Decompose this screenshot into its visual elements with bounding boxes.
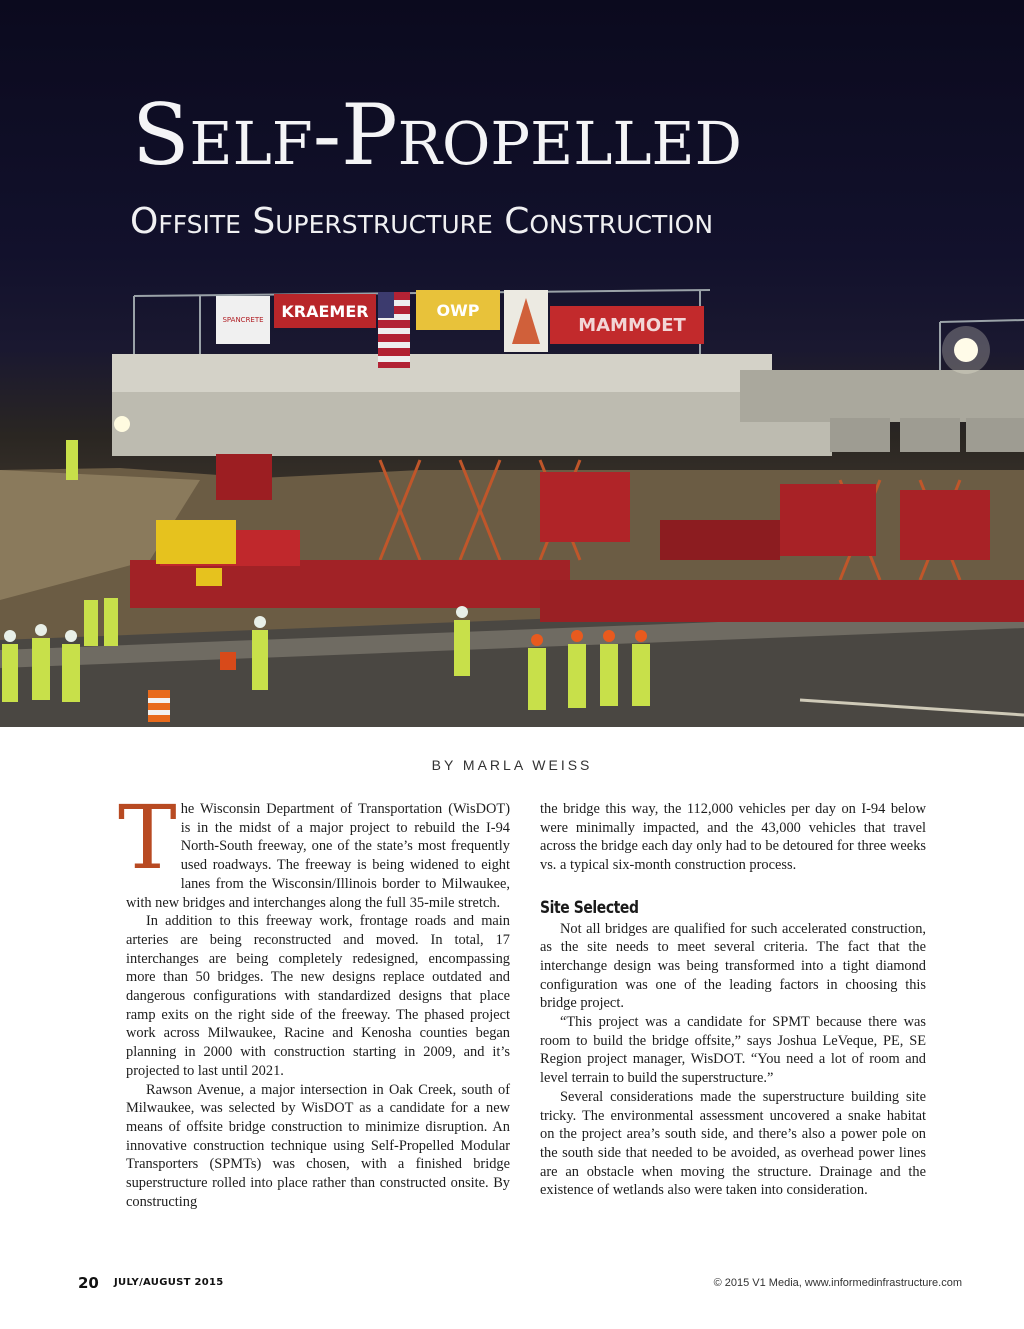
paragraph-7: Several considerations made the superstructure building site tricky. The environmental assessment uncovered a snake habitat on the project area’s south side, and there’s also a power pole on the south side that needed to be avoided, as overhead power lines are an obstacle when moving the structure. Drainage and the existence of wetlands also were taken into consideration. bbox=[540, 1088, 926, 1199]
paragraph-6: “This project was a candidate for SPMT because there was room to build the bridge offsite,” says Joshua LeVeque, PE, SE Region project manager, WisDOT. “You need a lot of room and level terrain to build the superstructure.” bbox=[540, 1014, 926, 1087]
banner-mammoet-text: MAMMOET bbox=[578, 315, 686, 336]
article-column-left bbox=[118, 786, 510, 1211]
banner-owp-text: OWP bbox=[436, 301, 480, 320]
paragraph-3: Rawson Avenue, a major intersection in Oak Creek, south of Milwaukee, was selected by WisDOT as a candidate for a new means of offsite bridge construction to minimize disruption. An innovative construction technique using Self-Propelled Modular Transporters (SPMTs) was chosen, with a finished bridge superstructure rolled into place rather than constructed onsite. By constructing bbox=[126, 1081, 510, 1210]
issue-date: JULY/AUGUST 2015 bbox=[114, 1277, 224, 1288]
banner-spancrete-text: SPANCRETE bbox=[222, 316, 264, 324]
paragraph-5: Not all bridges are qualified for such accelerated construction, as the site needs to meet several criteria. The fact that the interchange design was being transformed into a tight diamond configuration was one of the leading factors in choosing this bridge project. bbox=[540, 920, 926, 1012]
paragraph-1-text: he Wisconsin Department of Transportation (WisDOT) is in the midst of a major project to rebuild the I-94 North-South freeway, one of the state’s most frequently used roadways. The freeway is being widened to eight lanes from the Wisconsin/Illinois border to Milwaukee, with new bridges and interchanges along the full 35-mile stretch. bbox=[126, 801, 510, 911]
paragraph-1 bbox=[118, 786, 510, 912]
copyright-line: © 2015 V1 Media, www.informedinfrastructure.com bbox=[713, 1277, 962, 1289]
traffic-barrel bbox=[148, 690, 170, 722]
paragraph-4: the bridge this way, the 112,000 vehicles per day on I-94 below were minimally impacted, and the 43,000 vehicles that travel across the bridge each day only had to be detoured for three weeks vs. a typical six-month construction process. bbox=[540, 801, 926, 874]
work-light-glow bbox=[942, 326, 990, 374]
paragraph-2: In addition to this freeway work, frontage roads and main arteries are being reconstructed and moved. In total, 17 interchanges are being completely redesigned, encompassing more than 50 bridges. The new designs replace outdated and dangerous configurations with standardized designs that place ramp exits on the right side of the freeway. The phased project work across Milwaukee, Racine and Kenosha counties began planning in 2000 with construction starting in 2009, and it’s projected to last until 2021. bbox=[126, 913, 510, 1079]
bridge-deck bbox=[112, 392, 832, 456]
work-light-left bbox=[114, 416, 130, 432]
page-number: 20 bbox=[78, 1274, 99, 1292]
banner-kraemer-text: KRAEMER bbox=[281, 302, 369, 321]
article-column-right bbox=[540, 800, 926, 1200]
traffic-cone bbox=[220, 652, 236, 670]
byline: BY MARLA WEISS bbox=[431, 757, 593, 773]
subheadline: Offsite Superstructure Construction bbox=[130, 201, 714, 242]
bridge-deck-far bbox=[740, 370, 1024, 422]
headline: Self-Propelled bbox=[132, 86, 742, 184]
deck-edge bbox=[112, 354, 772, 394]
girders bbox=[830, 418, 1024, 452]
drop-cap: T bbox=[118, 786, 177, 889]
section-heading: Site Selected bbox=[540, 897, 639, 918]
us-flag bbox=[378, 292, 410, 368]
